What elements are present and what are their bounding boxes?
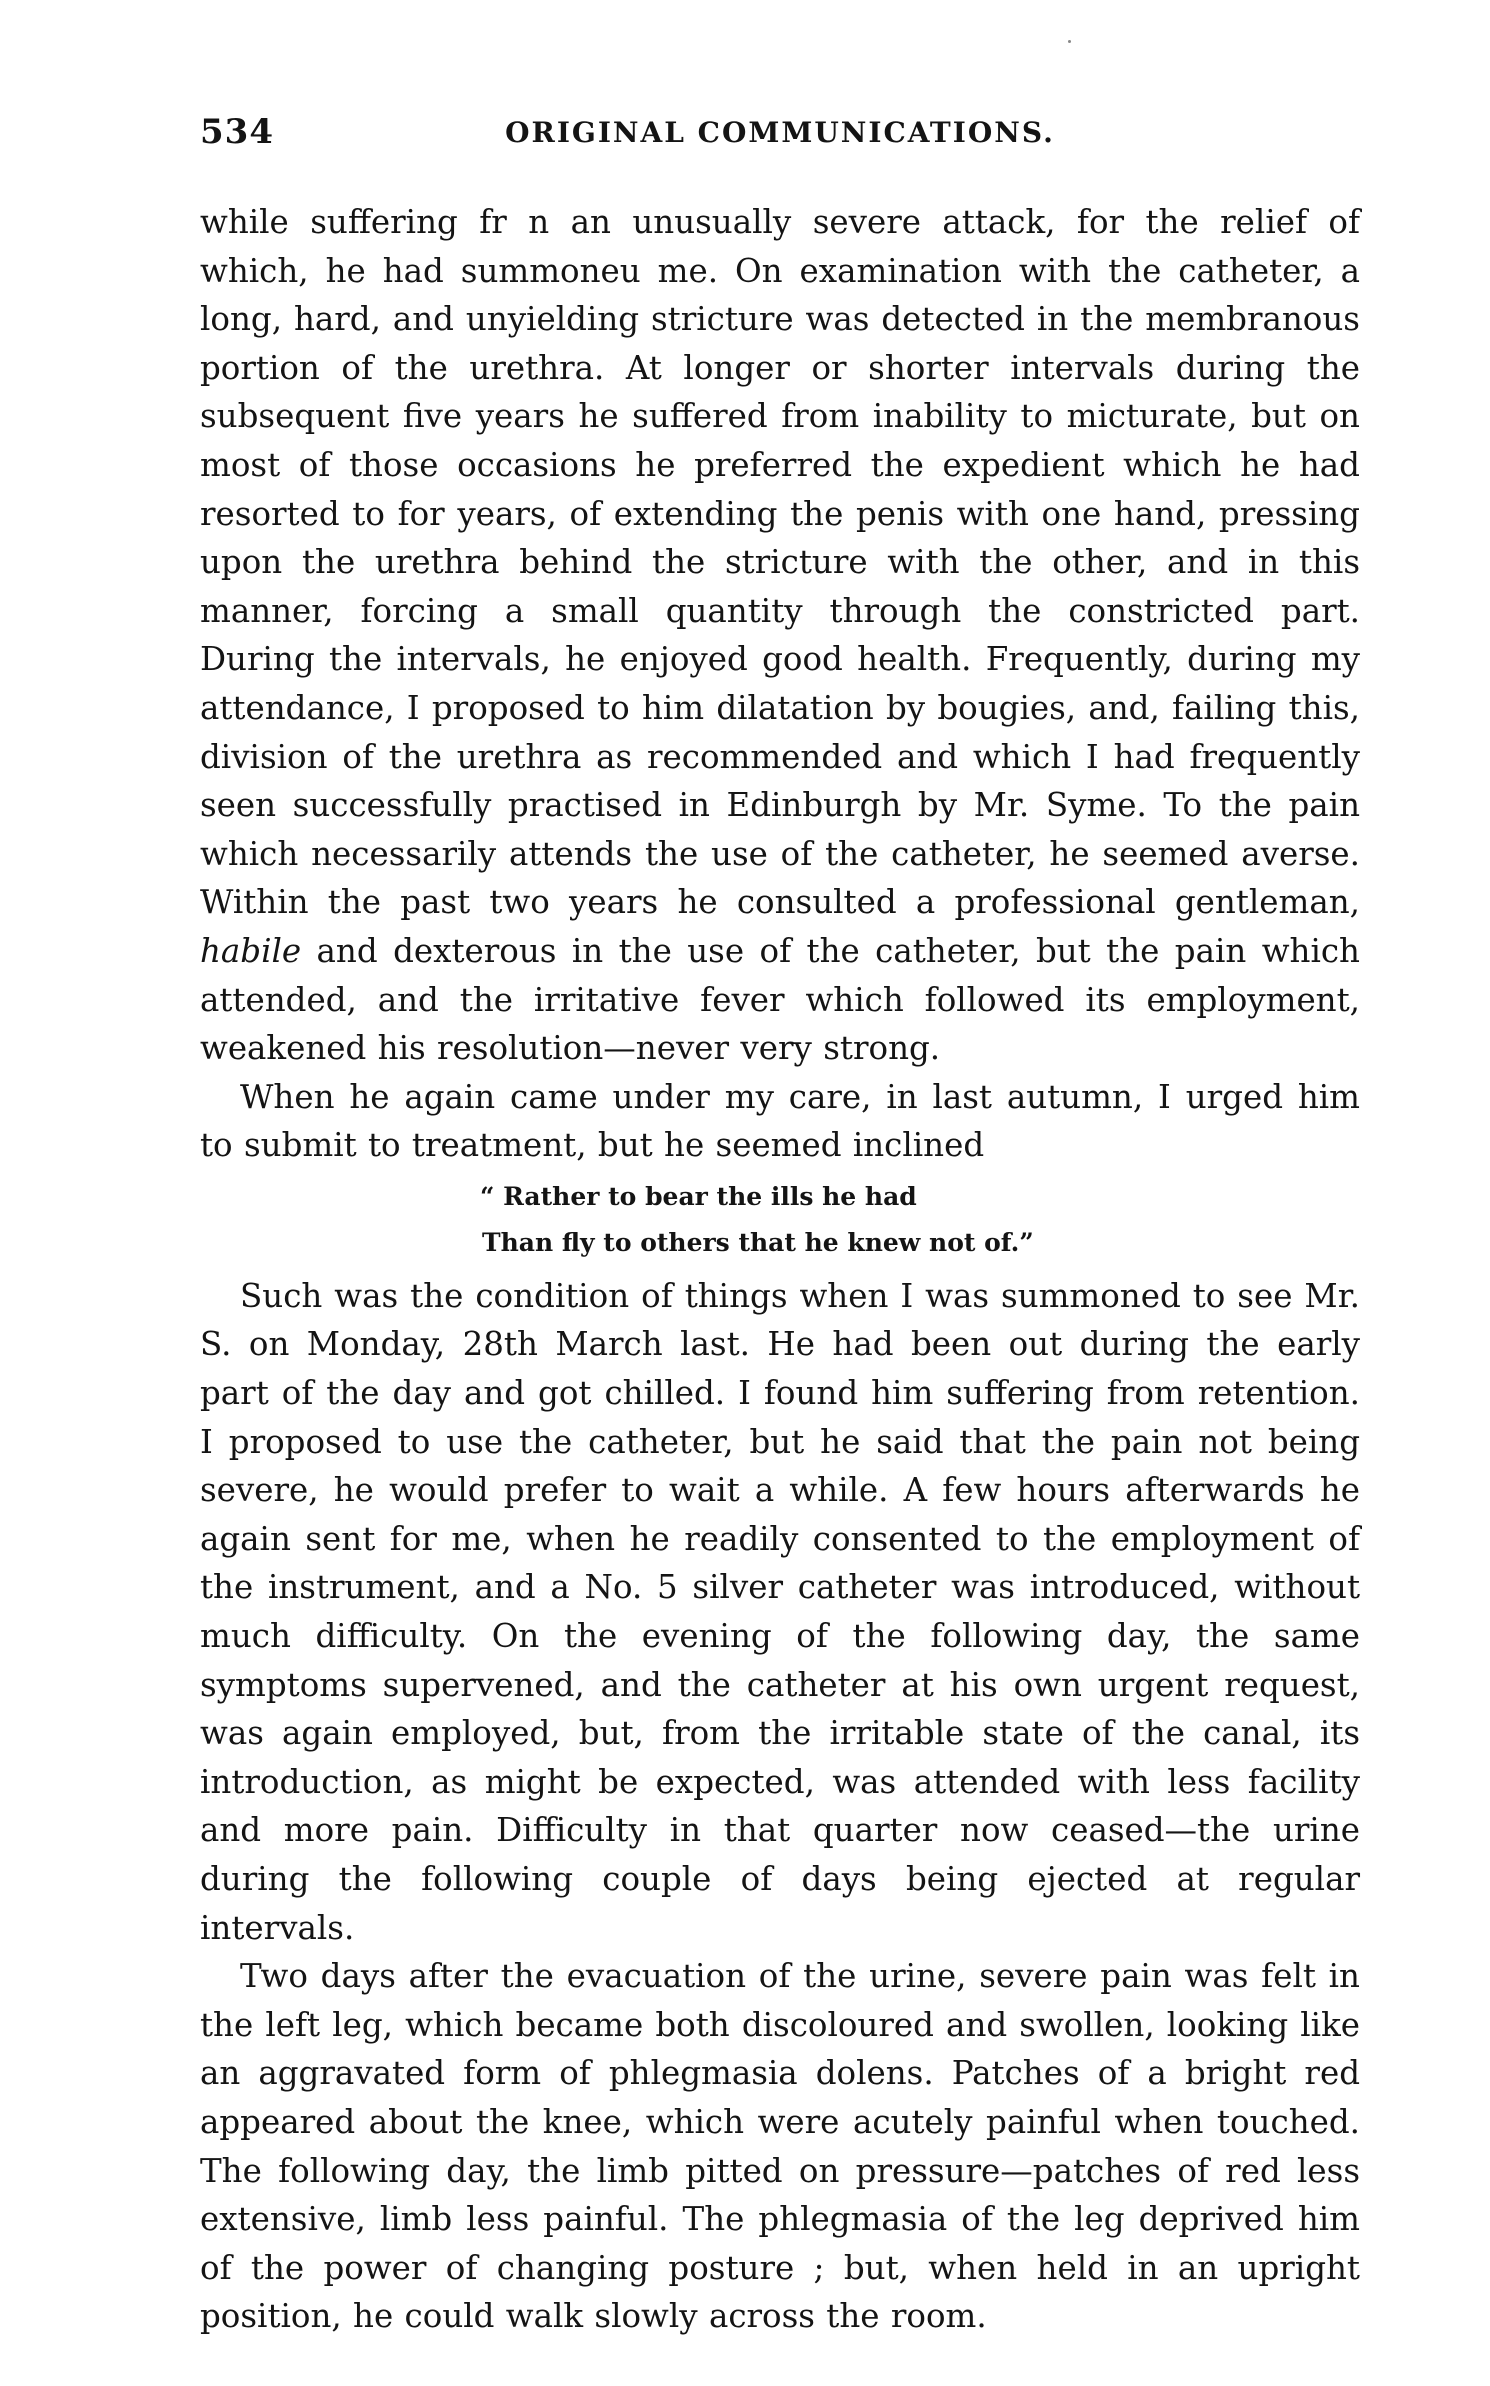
paragraph-1-text: while suffering fr n an unusually severe attack, for the relief of which, he had summoneu me. On examination with the catheter, a long, hard, and unyielding stricture was detected in the membranous portion of the urethra. At longer or shorter intervals during the subsequent five years he suffered from inability to micturate, but on most of those occasions he preferred the expedient which he had resorted to for years, of extending the penis with one hand, pressing upon the urethra behind the stricture with the other, and in this manner, forcing a small quantity through the constricted part. During the intervals, he enjoyed good health. Frequently, during my attendance, I proposed to him dilatation by bougies, and, failing this, division of the urethra as recommended and which I had frequently seen successfully practised in Edinburgh by Mr. Syme. To the pain which necessarily attends the use of the catheter, he seemed averse. Within the past two years he consulted a professional gentleman, xyxy=(200,203,1360,922)
italic-habile: habile xyxy=(200,931,302,970)
paragraph-2-text: When he again came under my care, in last autumn, I urged him to submit to treatment, but he seemed inclined xyxy=(200,1077,1360,1165)
paragraph-4: Two days after the evacuation of the urine, severe pain was felt in the left leg, which became both discoloured and swollen, looking like an aggravated form of phlegmasia dolens. Patches of a bright red appeared about the knee, which were acutely painful when touched. The following day, the limb pitted on pressure—patches of red less extensive, limb less painful. The phlegmasia of the leg deprived him of the power of changing posture ; but, when held in an upright position, he could walk slowly across the room. xyxy=(200,1957,1360,2336)
quote-line-2: Than fly to others that he knew not of.” xyxy=(482,1227,1034,1257)
paragraph-1-text-end: and dexterous in the use of the catheter, but the pain which attended, and the irritative fever which followed its employment, weakened his resolution—never very strong. xyxy=(200,931,1360,1068)
paragraph-2 xyxy=(200,1073,1360,1170)
paper-speck xyxy=(1068,40,1071,43)
running-head: ORIGINAL COMMUNICATIONS. xyxy=(505,116,1055,149)
verse-quotation xyxy=(480,1174,1360,1266)
body-text xyxy=(200,198,1360,2341)
page-number: 534 xyxy=(200,112,274,152)
paragraph-1 xyxy=(200,198,1360,1073)
document-page xyxy=(200,112,1360,2341)
quote-line-1: “ Rather to bear the ills he had xyxy=(480,1181,917,1211)
paragraph-3: Such was the condition of things when I was summoned to see Mr. S. on Monday, 28th March last. He had been out during the early part of the day and got chilled. I found him suffering from retention. I proposed to use the catheter, but he said that the pain not being severe, he would prefer to wait a while. A few hours afterwards he again sent for me, when he readily consented to the employment of the instrument, and a No. 5 silver catheter was introduced, without much difficulty. On the evening of the following day, the same symptoms supervened, and the catheter at his own urgent request, was again employed, but, from the irritable state of the canal, its introduction, as might be expected, was attended with less facility and more pain. Difficulty in that quarter now ceased—the urine during the following couple of days being ejected at regular intervals. xyxy=(200,1276,1360,1947)
page-header xyxy=(200,112,1360,172)
